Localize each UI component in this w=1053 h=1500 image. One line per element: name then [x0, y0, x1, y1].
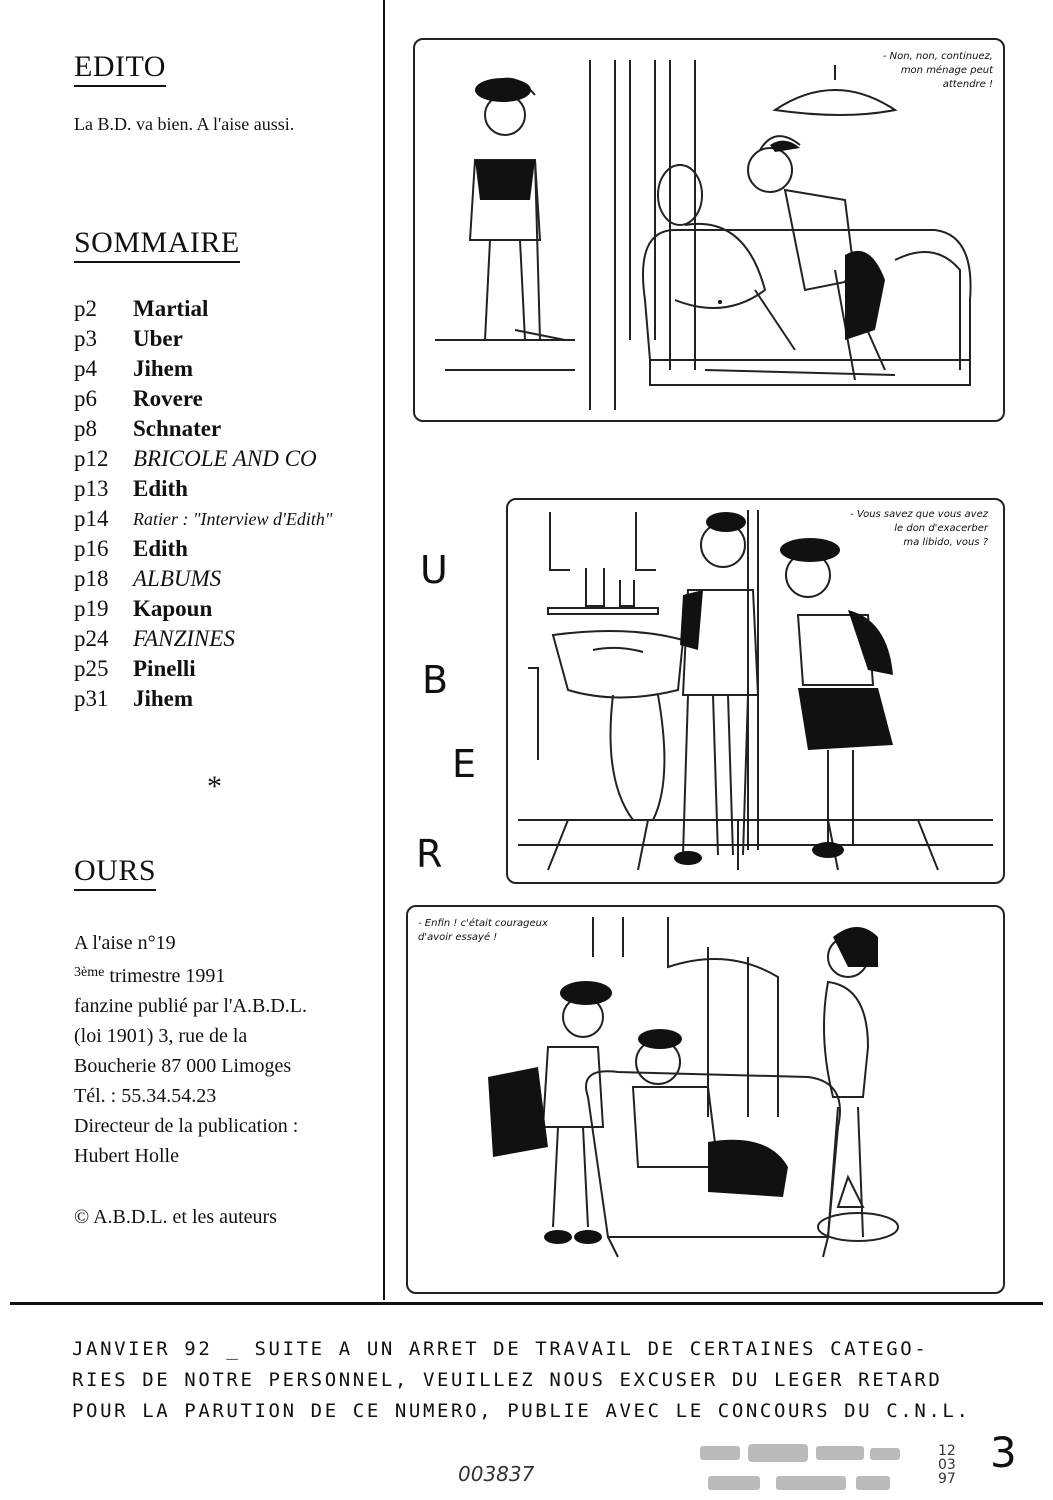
left-column — [0, 0, 380, 1300]
toc-row — [74, 654, 374, 684]
toc-row — [74, 504, 374, 534]
credit-line: Directeur de la publication : — [74, 1115, 299, 1137]
delay-notice — [72, 1334, 1002, 1427]
toc-row — [74, 444, 374, 474]
comic-panel-2 — [506, 498, 1005, 884]
section-separator: * — [207, 770, 222, 803]
column-divider — [383, 0, 385, 1300]
footer-divider — [10, 1302, 1043, 1305]
speech-line: le don d'exacerber — [894, 523, 988, 534]
toc-row — [74, 294, 374, 324]
edito-text: La B.D. va bien. A l'aise aussi. — [74, 114, 295, 134]
page-number: 3 — [990, 1428, 1017, 1477]
speech-line: - Enfin ! c'était courageux — [418, 918, 548, 929]
credit-line: fanzine publié par l'A.B.D.L. — [74, 995, 307, 1017]
toc-page-number: p18 — [74, 566, 109, 591]
credit-line: Tél. : 55.34.54.23 — [74, 1085, 217, 1107]
toc-row — [74, 354, 374, 384]
toc-page-number: p19 — [74, 596, 109, 621]
toc-row — [74, 324, 374, 354]
toc-row — [74, 414, 374, 444]
quarter-text: trimestre 1991 — [104, 965, 226, 987]
toc-entry-name: BRICOLE AND CO — [133, 446, 317, 471]
toc-row — [74, 474, 374, 504]
toc-row — [74, 534, 374, 564]
toc-row — [74, 684, 374, 714]
toc-entry-name: FANZINES — [133, 626, 235, 651]
panel-1-speech — [867, 50, 993, 92]
toc-entry-name: Martial — [133, 296, 209, 321]
toc-entry-name: Schnater — [133, 416, 222, 441]
sommaire-heading: SOMMAIRE — [74, 226, 240, 263]
toc-entry-name: Jihem — [133, 686, 194, 711]
speech-line: ma libido, vous ? — [903, 537, 988, 548]
toc-page-number: p13 — [74, 476, 109, 501]
toc-page-number: p6 — [74, 386, 97, 411]
comic-panel-1 — [413, 38, 1005, 422]
panel-2-speech — [838, 508, 988, 550]
date-part: 03 — [938, 1457, 956, 1473]
toc-row — [74, 564, 374, 594]
speech-line: - Non, non, continuez, — [882, 51, 993, 62]
speech-line: mon ménage peut — [900, 65, 993, 76]
reception-date — [938, 1444, 956, 1486]
speech-line: attendre ! — [942, 79, 993, 90]
quarter-ordinal: 3ème — [74, 965, 105, 980]
toc-entry-name: Uber — [133, 326, 183, 351]
speech-line: d'avoir essayé ! — [418, 932, 498, 943]
toc-entry-name: Edith — [133, 536, 188, 561]
toc-entry-name: Edith — [133, 476, 188, 501]
uber-title-letter: B — [422, 658, 449, 702]
toc-page-number: p8 — [74, 416, 97, 441]
toc-row — [74, 594, 374, 624]
uber-title-letter: E — [452, 742, 477, 786]
date-part: 97 — [938, 1471, 956, 1487]
toc-page-number: p31 — [74, 686, 109, 711]
toc-page-number: p2 — [74, 296, 97, 321]
inventory-number: 003837 — [458, 1462, 535, 1486]
copyright-line: © A.B.D.L. et les auteurs — [74, 1206, 277, 1228]
uber-title-letter: U — [420, 548, 448, 592]
library-stamp-icon — [680, 1440, 920, 1496]
toc-entry-name: Kapoun — [133, 596, 213, 621]
notice-line: POUR LA PARUTION DE CE NUMERO, PUBLIE AVEC LE CONCOURS DU C.N.L. — [72, 1400, 971, 1422]
toc-entry-name: Pinelli — [133, 656, 196, 681]
toc-entry-name: ALBUMS — [133, 566, 222, 591]
credit-line: Boucherie 87 000 Limoges — [74, 1055, 292, 1077]
notice-line: JANVIER 92 _ SUITE A UN ARRET DE TRAVAIL DE CERTAINES CATEGO- — [72, 1338, 929, 1360]
ours-credits — [74, 928, 307, 1171]
toc-page-number: p16 — [74, 536, 109, 561]
toc-page-number: p14 — [74, 506, 109, 531]
uber-title-letter: R — [416, 832, 443, 876]
toc-entry-name: Jihem — [133, 356, 194, 381]
ours-heading: OURS — [74, 854, 156, 891]
toc-entry-name: Ratier : "Interview d'Edith" — [133, 508, 333, 529]
comic-panel-3 — [406, 905, 1005, 1294]
toc-page-number: p4 — [74, 356, 97, 381]
toc-row — [74, 384, 374, 414]
edito-heading: EDITO — [74, 50, 166, 87]
panel-1-drawing — [415, 40, 1003, 420]
panel-3-speech — [418, 917, 578, 945]
issue-quarter — [74, 958, 307, 991]
toc-entry-name: Rovere — [133, 386, 203, 411]
toc-page-number: p3 — [74, 326, 97, 351]
credit-line: Hubert Holle — [74, 1145, 179, 1167]
toc-page-number: p25 — [74, 656, 109, 681]
toc-row — [74, 624, 374, 654]
table-of-contents — [74, 294, 374, 714]
panel-3-drawing — [408, 907, 1003, 1292]
panel-2-drawing — [508, 500, 1003, 882]
credit-line: (loi 1901) 3, rue de la — [74, 1025, 248, 1047]
speech-line: - Vous savez que vous avez — [850, 509, 988, 520]
toc-page-number: p12 — [74, 446, 109, 471]
toc-page-number: p24 — [74, 626, 109, 651]
notice-line: RIES DE NOTRE PERSONNEL, VEUILLEZ NOUS EXCUSER DU LEGER RETARD — [72, 1369, 943, 1391]
issue-number: A l'aise n°19 — [74, 932, 176, 954]
date-part: 12 — [938, 1443, 956, 1459]
